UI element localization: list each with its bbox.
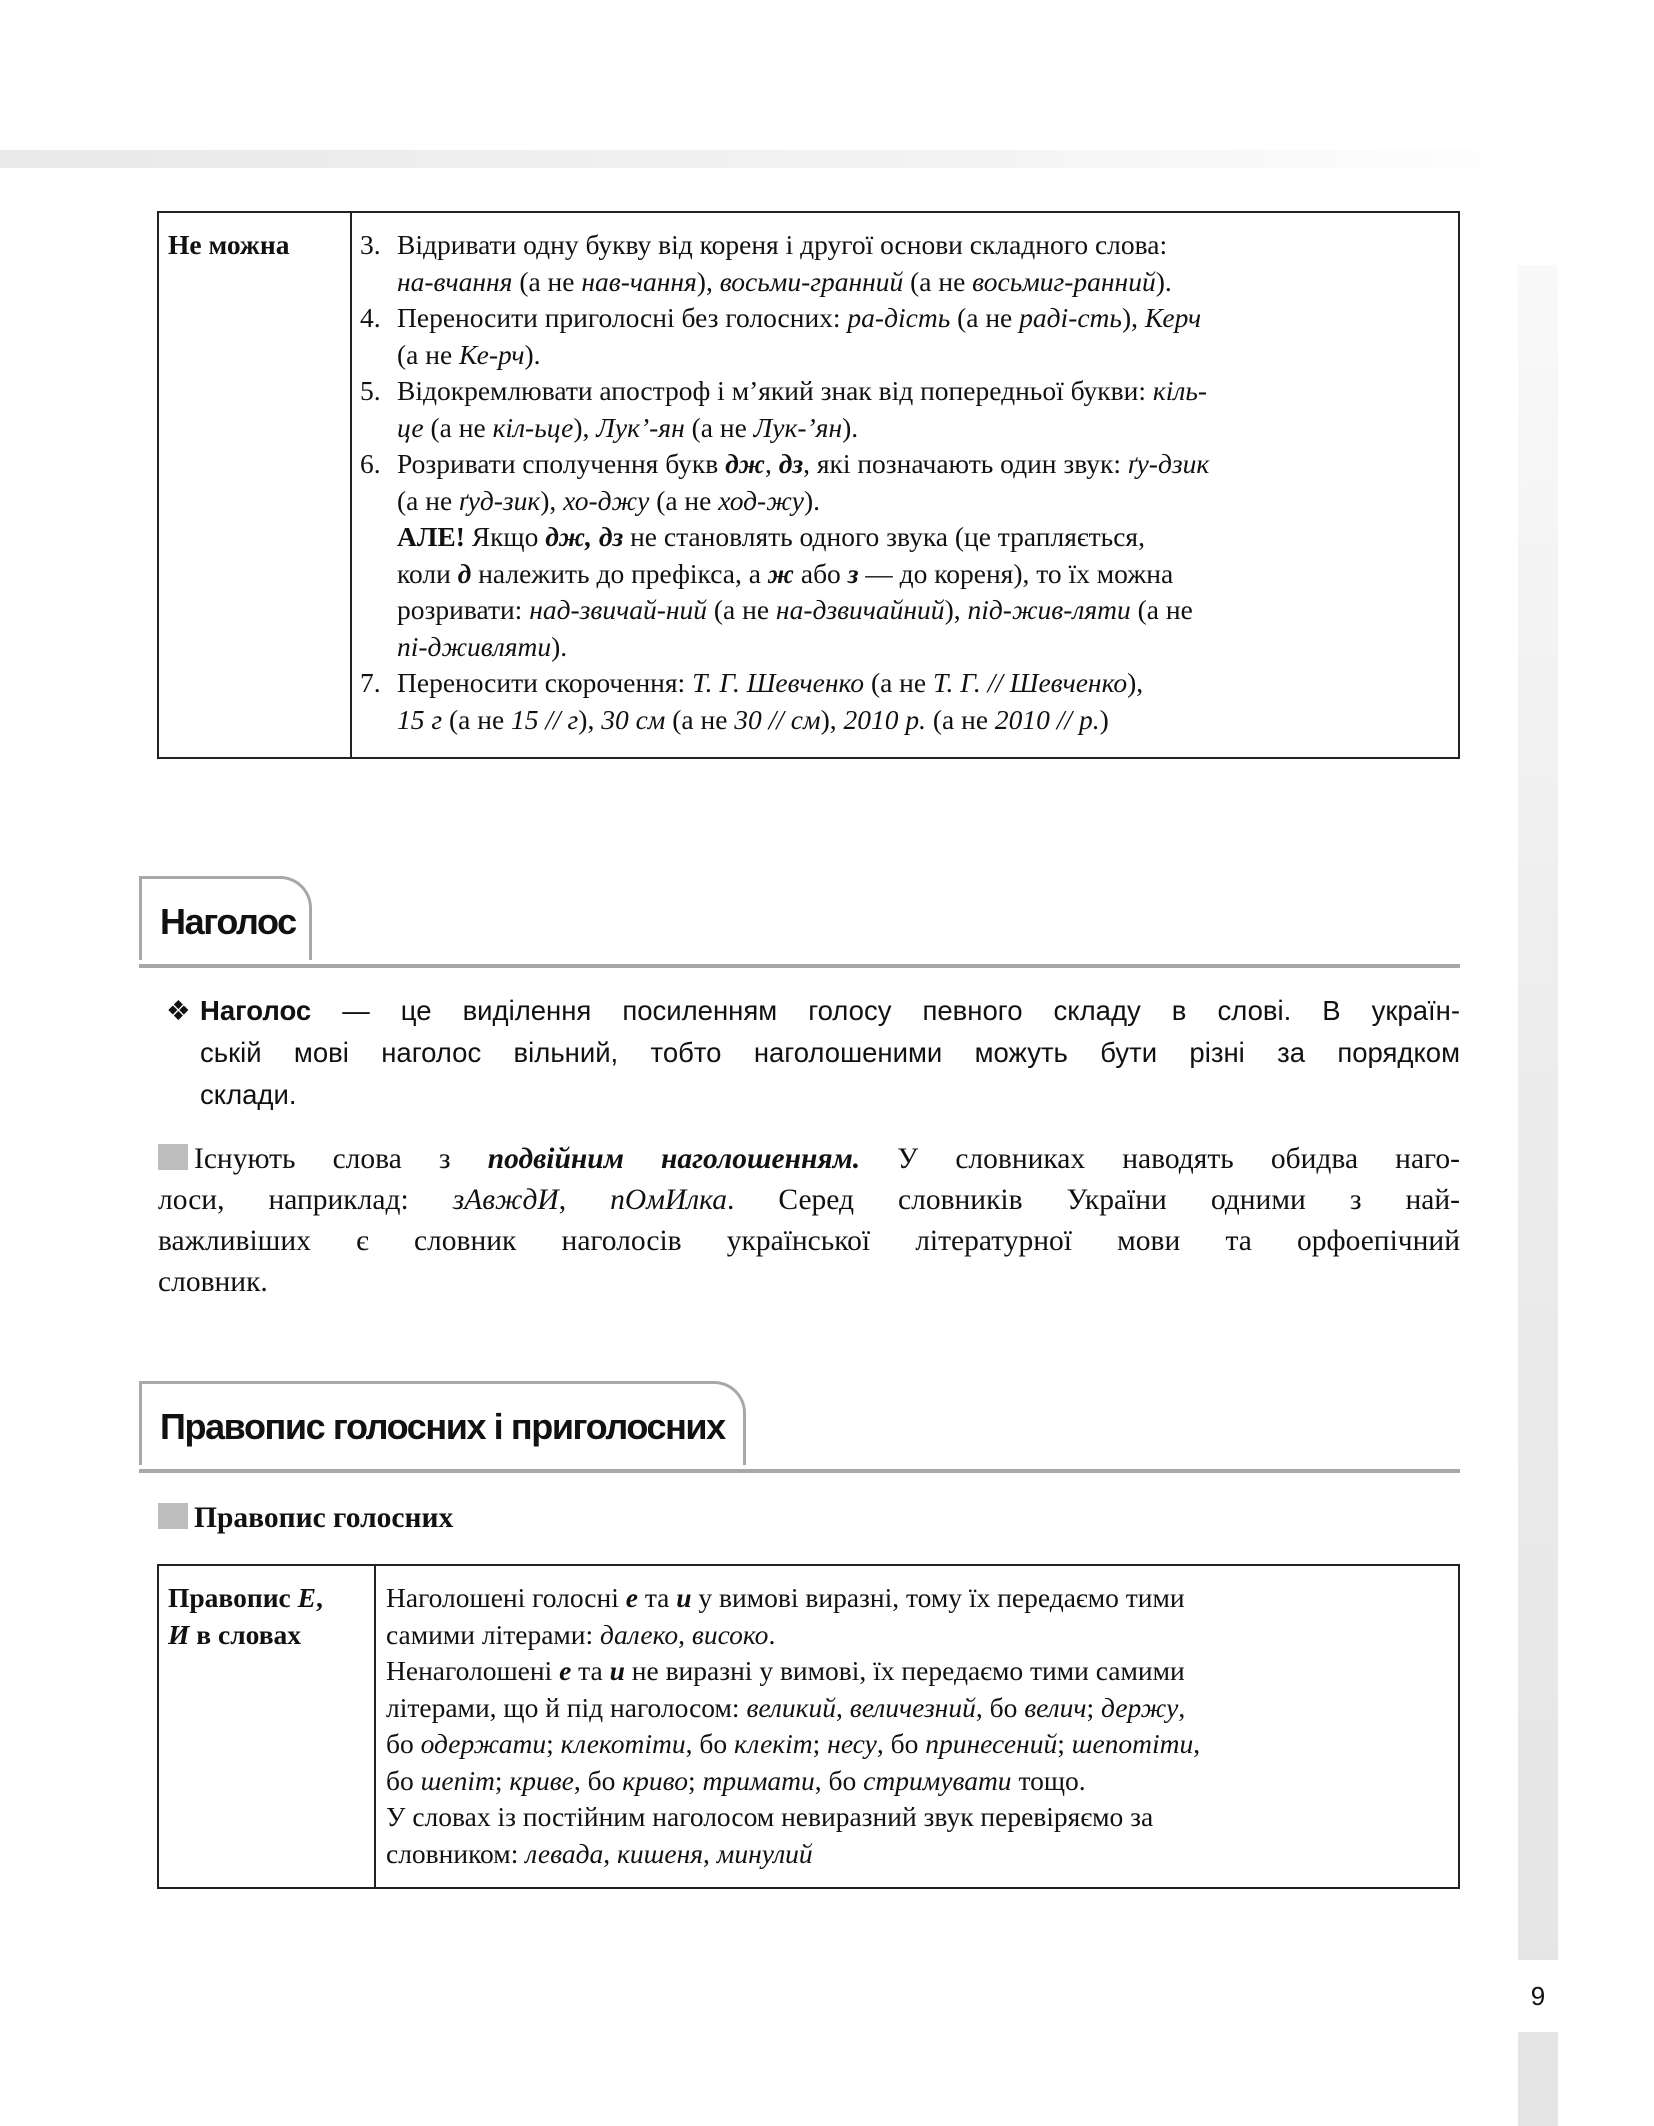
text-run: е [559,1655,572,1686]
section-title: Наголос [139,876,312,960]
text-run: високо [691,1618,769,1650]
text-run: ход-жу [718,484,804,516]
text-run: (а не [1130,594,1193,625]
text-line [386,1690,1448,1727]
text-run: шепіт [420,1764,495,1796]
text-run: Т. Г. Шевченко [692,667,865,698]
text-run: нав-чання [581,265,697,297]
text-run: ра-дість [847,302,951,333]
text-run: ), [578,703,602,735]
text-run: 15 г [397,703,443,735]
text-run: , бо [876,1728,926,1759]
text-run: восьми-гранний [719,265,904,297]
text-run: , бо [573,1764,623,1796]
text-run: , які позначають один звук: [803,448,1128,479]
text-run: восьмиг-ранний [972,265,1156,297]
text-run: (а не [926,703,995,735]
text-run: 30 см [601,703,666,735]
text-run: (а не [423,411,493,443]
text-run: ; [1086,1691,1102,1723]
text-run: 2010 // р. [994,703,1100,735]
text-run: Лук-’ян [753,411,843,443]
text-run: е [625,1582,638,1613]
text-run: (а не [903,265,973,297]
double-stress-paragraph [158,1139,1460,1303]
text-run: 6. [360,448,381,479]
text-run: на-вчання [397,265,513,297]
vowel-spelling-table [157,1564,1460,1889]
text-run: , [1178,1691,1186,1723]
gray-square-icon [158,1144,188,1170]
text-run: Існують слова з [194,1143,488,1175]
text-run: несу [827,1728,877,1759]
text-run: ). [524,338,541,370]
text-run: , [678,1618,692,1650]
text-run: , бо [685,1728,734,1759]
text-run: 30 // см [734,703,821,735]
text-run: дж, дз [545,521,624,552]
text-run: . Серед словників України одними з най- [727,1184,1460,1216]
text-run: ), [696,265,720,297]
text-run: 3. [360,229,381,260]
text-run: ; [494,1764,510,1796]
text-run: Т. Г. // Шевченко [932,667,1128,698]
text-run: 15 // г [511,703,579,735]
text-run: , [558,1184,611,1216]
text-line [386,1580,1448,1617]
label-text: Правопис [168,1582,298,1613]
text-run: Наголошені голосні [386,1582,626,1613]
text-run: , бо [814,1764,864,1796]
text-line [360,227,1448,264]
text-run: принесений [925,1728,1058,1759]
text-run: самими літерами: [386,1618,601,1650]
diamond-bullet-icon: ❖ [166,995,191,1026]
text-run: ), [540,484,564,516]
text-run: (а не [950,302,1020,333]
text-run: ; [546,1728,561,1759]
text-run: словником: [386,1837,526,1869]
text-run: ; [687,1764,703,1796]
text-line [360,410,1448,447]
text-line [360,373,1448,410]
text-run: раді-сть [1019,302,1122,333]
text-run: кишеня [617,1837,704,1869]
text-run: подвійним наголошенням. [487,1143,861,1175]
text-run: дж [725,448,765,479]
text-line [158,1180,1460,1221]
subheading-text: Правопис голосних [194,1502,454,1534]
text-run: ), [1127,667,1144,698]
text-run: (а не [707,594,776,625]
text-run: пОмИлка [610,1184,727,1216]
text-run: під-жив-ляти [967,594,1131,625]
text-run: належить до префікса, а [471,557,768,589]
text-run: та [637,1582,677,1613]
text-line [200,1032,1460,1074]
text-run: пі-дживляти [397,630,552,662]
text-run: (а не [665,703,735,735]
text-run: на-дзвичайний [775,594,945,625]
section-header-stress [139,876,1460,968]
text-run: літерами, що й під наголосом: [386,1691,747,1723]
text-run: и [609,1655,625,1686]
label-letter: Е [297,1582,316,1613]
table-content-cell [375,1565,1459,1888]
text-run: У словах із постійним наголосом невиразний звук перевіряємо за [386,1801,1154,1832]
text-run: левада [525,1837,604,1869]
stress-definition [166,990,1460,1116]
text-run: у вимові виразні, тому їх передаємо тими [691,1582,1185,1613]
text-run: тримати [702,1764,815,1796]
text-run: склади. [200,1079,297,1110]
text-run: (а не [442,703,512,735]
text-run: ), [573,411,597,443]
hyphenation-rules-table [157,211,1460,759]
text-run: та [571,1655,610,1686]
text-line [386,1726,1448,1763]
text-run: , [603,1837,618,1869]
text-run: Ке-рч [459,338,525,370]
label-text: , [315,1582,323,1613]
text-run: або [793,557,848,589]
text-run: стримувати [863,1764,1012,1796]
text-run: словник. [158,1266,268,1298]
text-run: Якщо [464,521,546,552]
text-run: , [1193,1728,1201,1759]
text-run: клекотіти [560,1728,686,1759]
text-run: и [676,1582,692,1613]
text-run: хо-джу [563,484,650,516]
page-side-band [1518,265,1558,2126]
text-line [360,592,1448,629]
text-line [158,1262,1460,1303]
text-run: одержати [420,1728,547,1759]
text-run: (а не [397,484,460,516]
text-run: ґуд-зик [459,484,541,516]
rule-text [386,1580,1448,1872]
text-run: 2010 р. [843,703,926,735]
table-content-cell [351,212,1459,758]
text-run: д [457,557,472,589]
text-run: шепотіти [1071,1728,1194,1759]
text-line [360,519,1448,556]
text-run: криво [622,1764,688,1796]
text-line [360,264,1448,301]
text-run: (а не [649,484,719,516]
text-run: це [397,411,424,443]
text-run: розривати: [397,594,530,625]
text-line [200,990,1460,1032]
text-run: (а не [512,265,582,297]
text-run: ; [812,1728,828,1759]
text-run: У словниках наводять обидва наго- [860,1143,1460,1175]
text-run: тощо. [1011,1764,1086,1796]
text-run: не виразні у вимові, їх передаємо тими самими [624,1655,1185,1686]
text-run: бо [386,1764,421,1796]
text-line [158,1221,1460,1262]
text-run: криве [509,1764,574,1796]
text-line [360,629,1448,666]
label-text: в словах [189,1618,302,1650]
text-run: ) [1099,703,1109,735]
text-run: Ненаголошені [386,1655,560,1686]
text-run: 7. [360,667,381,698]
text-line [360,665,1448,702]
text-run: Наголос [200,995,312,1026]
page-number: 9 [1518,1960,1558,2032]
page-top-band [0,150,1560,168]
text-run: держу [1101,1691,1179,1723]
label-letter: И [168,1618,190,1650]
text-run: (а не [397,338,460,370]
text-run: лоси, наприклад: [158,1184,453,1216]
text-run: (а не [864,667,933,698]
text-run: ґу-дзик [1127,448,1210,479]
text-line [360,337,1448,374]
text-run: Керч [1144,302,1202,333]
text-run: минулий [716,1837,813,1869]
gray-square-icon [158,1503,188,1529]
text-run: не становлять одного звука (це трапляється, [623,521,1145,552]
text-run: ж [767,557,794,589]
text-line [360,702,1448,739]
text-run: — це виділення посиленням голосу певного складу в слові. В україн- [311,995,1460,1026]
text-run: дз [778,448,804,479]
text-run: Розривати сполучення букв [397,448,726,479]
text-run: ). [1155,265,1172,297]
table-label-cell: Не можна [158,212,351,758]
text-run: далеко [600,1618,679,1650]
text-line [158,1139,1460,1180]
text-run: з [847,557,859,589]
text-run: кіль- [1152,375,1208,406]
text-run: важливіших є словник наголосів української літературної мови та орфоепічний [158,1225,1460,1257]
text-run: 5. [360,375,381,406]
text-run: ), [1121,302,1145,333]
text-line [360,300,1448,337]
text-line [386,1836,1448,1873]
text-line [200,1074,1460,1116]
text-run: Переносити приголосні без голосних: [397,302,848,333]
text-run: , [836,1691,850,1723]
text-run: (а не [684,411,754,443]
text-run: величезний [849,1691,976,1723]
text-run: над-звичай-ний [529,594,707,625]
text-run: — до кореня), то їх можна [858,557,1174,589]
section-title: Правопис голосних і приголосних [139,1381,746,1465]
text-run: великий [746,1691,837,1723]
subheading-vowels [158,1502,453,1535]
text-run: ). [842,411,859,443]
paragraph-text [158,1139,1460,1303]
text-run: кіл-ьце [492,411,574,443]
definition-text [200,990,1460,1116]
rule-list [360,227,1448,738]
text-run: клекіт [733,1728,813,1759]
text-run: ), [944,594,968,625]
text-run: Відокремлювати апостроф і м’який знак від попередньої букви: [397,375,1153,406]
text-run: ). [551,630,568,662]
text-run: бо [386,1728,421,1759]
text-run: , бо [975,1691,1025,1723]
text-run: ській мові наголос вільний, тобто наголошеними можуть бути різні за порядком [200,1037,1460,1068]
text-line [386,1617,1448,1654]
text-line [386,1799,1448,1836]
text-run: 4. [360,302,381,333]
text-run: , [764,448,779,479]
text-run: велич [1024,1691,1087,1723]
text-run: коли [397,557,458,589]
text-line [360,483,1448,520]
section-header-spelling [139,1381,1460,1473]
text-run: ), [820,703,844,735]
table-label-cell [158,1565,375,1888]
text-run: ). [804,484,821,516]
text-run: . [768,1618,776,1650]
text-run: зАвждИ [452,1184,559,1216]
text-line [386,1653,1448,1690]
text-run: , [703,1837,717,1869]
text-line [360,446,1448,483]
text-line [360,556,1448,593]
text-run: Відривати одну букву від кореня і другої основи складного слова: [397,229,1168,260]
text-run: Лук’-ян [596,411,685,443]
text-line [386,1763,1448,1800]
text-run: АЛЕ! [397,521,465,552]
text-run: Переносити скорочення: [397,667,693,698]
text-run: ; [1057,1728,1072,1759]
